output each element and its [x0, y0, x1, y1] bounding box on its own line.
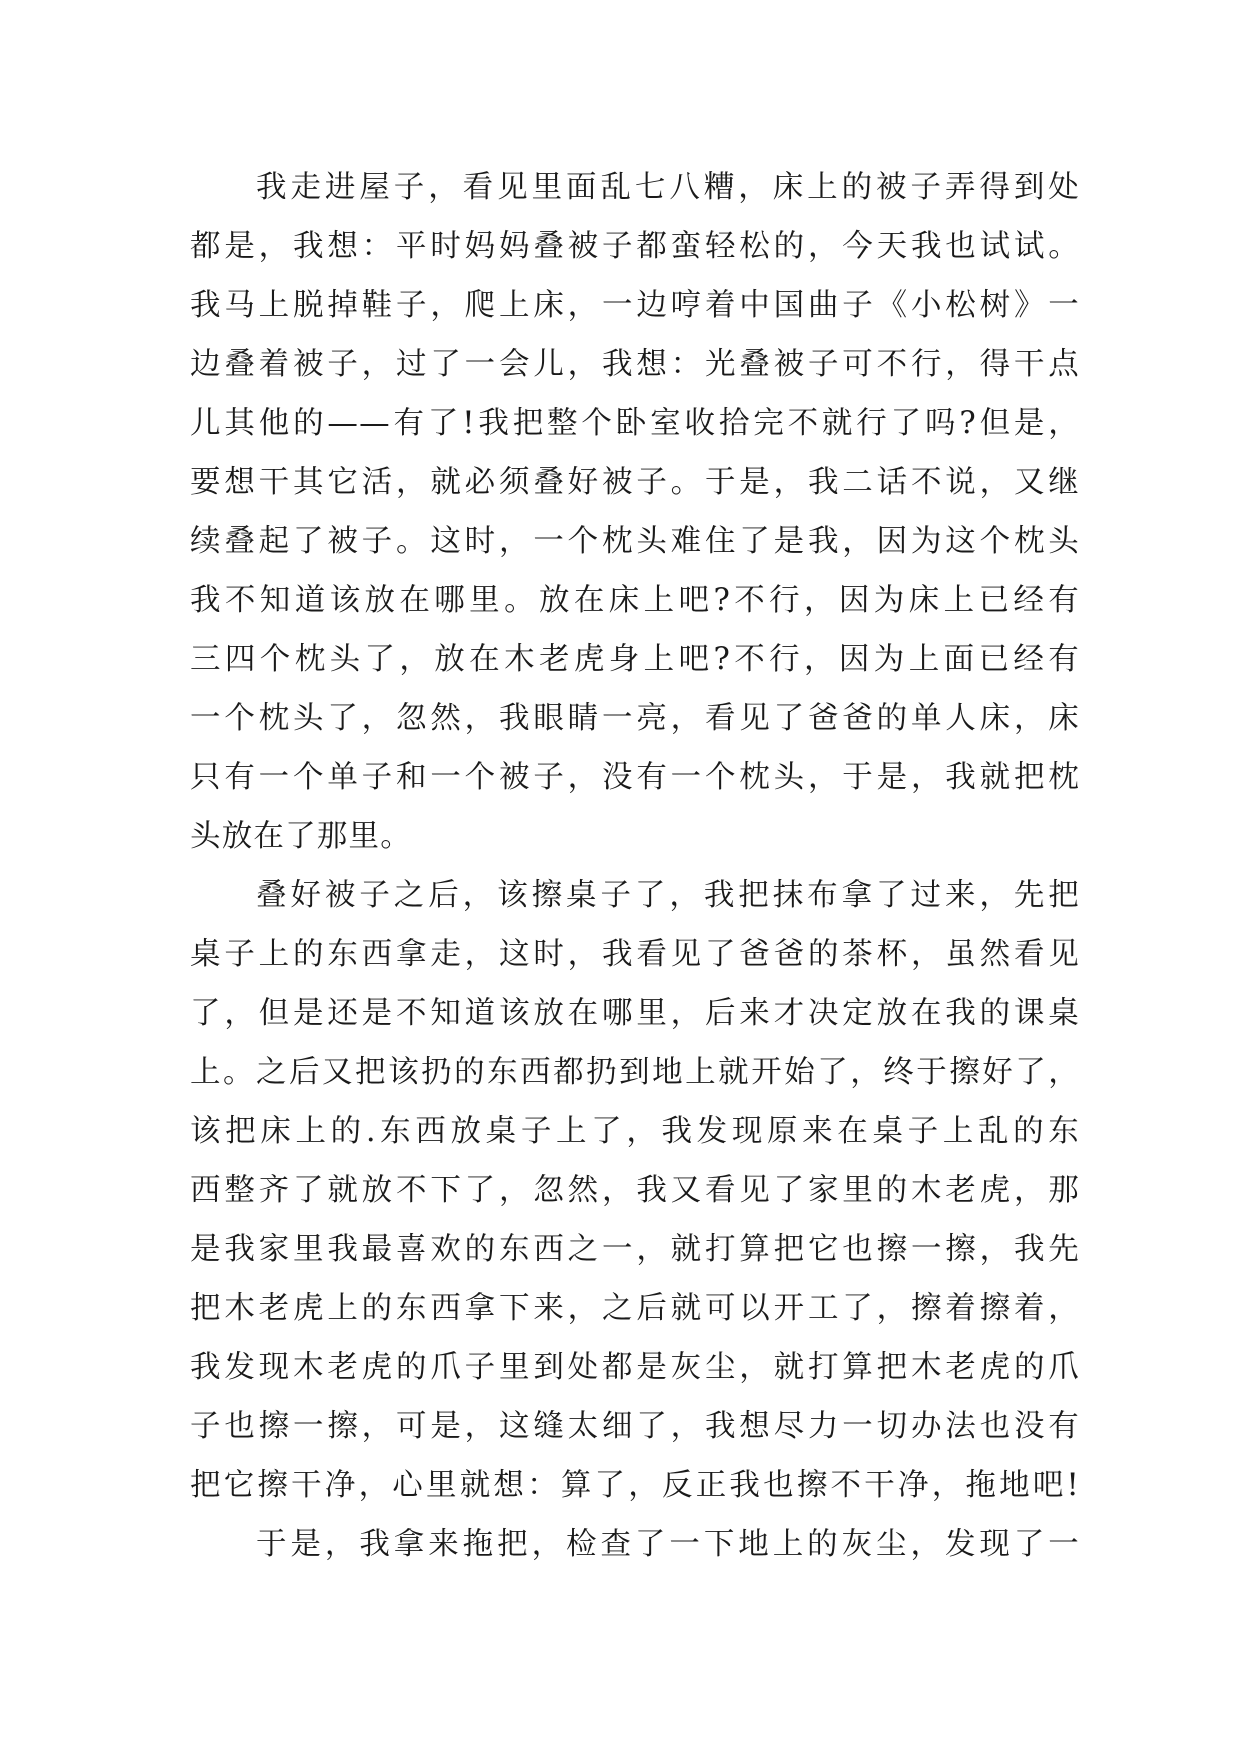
text-line: 是我家里我最喜欢的东西之一，就打算把它也擦一擦，我先 [190, 1232, 1080, 1267]
text-line: 把木老虎上的东西拿下来，之后就可以开工了，擦着擦着， [190, 1291, 1080, 1326]
text-line: 要想干其它活，就必须叠好被子。于是，我二话不说，又继 [190, 465, 1080, 500]
text-line: 头放在了那里。 [190, 819, 412, 854]
text-line: 子也擦一擦，可是，这缝太细了，我想尽力一切办法也没有 [190, 1409, 1080, 1444]
text-line: 三四个枕头了，放在木老虎身上吧?不行，因为上面已经有 [190, 642, 1080, 677]
text-line: 我不知道该放在哪里。放在床上吧?不行，因为床上已经有 [190, 583, 1080, 618]
text-line: 我发现木老虎的爪子里到处都是灰尘，就打算把木老虎的爪 [190, 1350, 1080, 1385]
text-line: 该把床上的.东西放桌子上了，我发现原来在桌子上乱的东 [190, 1114, 1080, 1149]
text-line: 上。之后又把该扔的东西都扔到地上就开始了，终于擦好了， [190, 1055, 1080, 1090]
text-line: 桌子上的东西拿走，这时，我看见了爸爸的茶杯，虽然看见 [190, 937, 1080, 972]
text-line: 边叠着被子，过了一会儿，我想：光叠被子可不行，得干点 [190, 347, 1080, 382]
text-line: 叠好被子之后，该擦桌子了，我把抹布拿了过来，先把 [256, 878, 1080, 913]
text-line: 儿其他的——有了!我把整个卧室收拾完不就行了吗?但是， [190, 406, 1080, 441]
text-line: 续叠起了被子。这时，一个枕头难住了是我，因为这个枕头 [190, 524, 1080, 559]
document-body [190, 158, 1080, 1574]
text-line: 只有一个单子和一个被子，没有一个枕头，于是，我就把枕 [190, 760, 1080, 795]
text-line: 一个枕头了，忽然，我眼睛一亮，看见了爸爸的单人床，床 [190, 701, 1080, 736]
text-line: 于是，我拿来拖把，检查了一下地上的灰尘，发现了一 [256, 1527, 1080, 1562]
text-line: 我走进屋子，看见里面乱七八糟，床上的被子弄得到处 [256, 170, 1080, 205]
text-line: 都是，我想：平时妈妈叠被子都蛮轻松的，今天我也试试。 [190, 229, 1080, 264]
text-line: 把它擦干净，心里就想：算了，反正我也擦不干净，拖地吧! [190, 1468, 1080, 1503]
text-line: 我马上脱掉鞋子，爬上床，一边哼着中国曲子《小松树》一 [190, 288, 1080, 323]
text-line: 了，但是还是不知道该放在哪里，后来才决定放在我的课桌 [190, 996, 1080, 1031]
text-line: 西整齐了就放不下了，忽然，我又看见了家里的木老虎，那 [190, 1173, 1080, 1208]
